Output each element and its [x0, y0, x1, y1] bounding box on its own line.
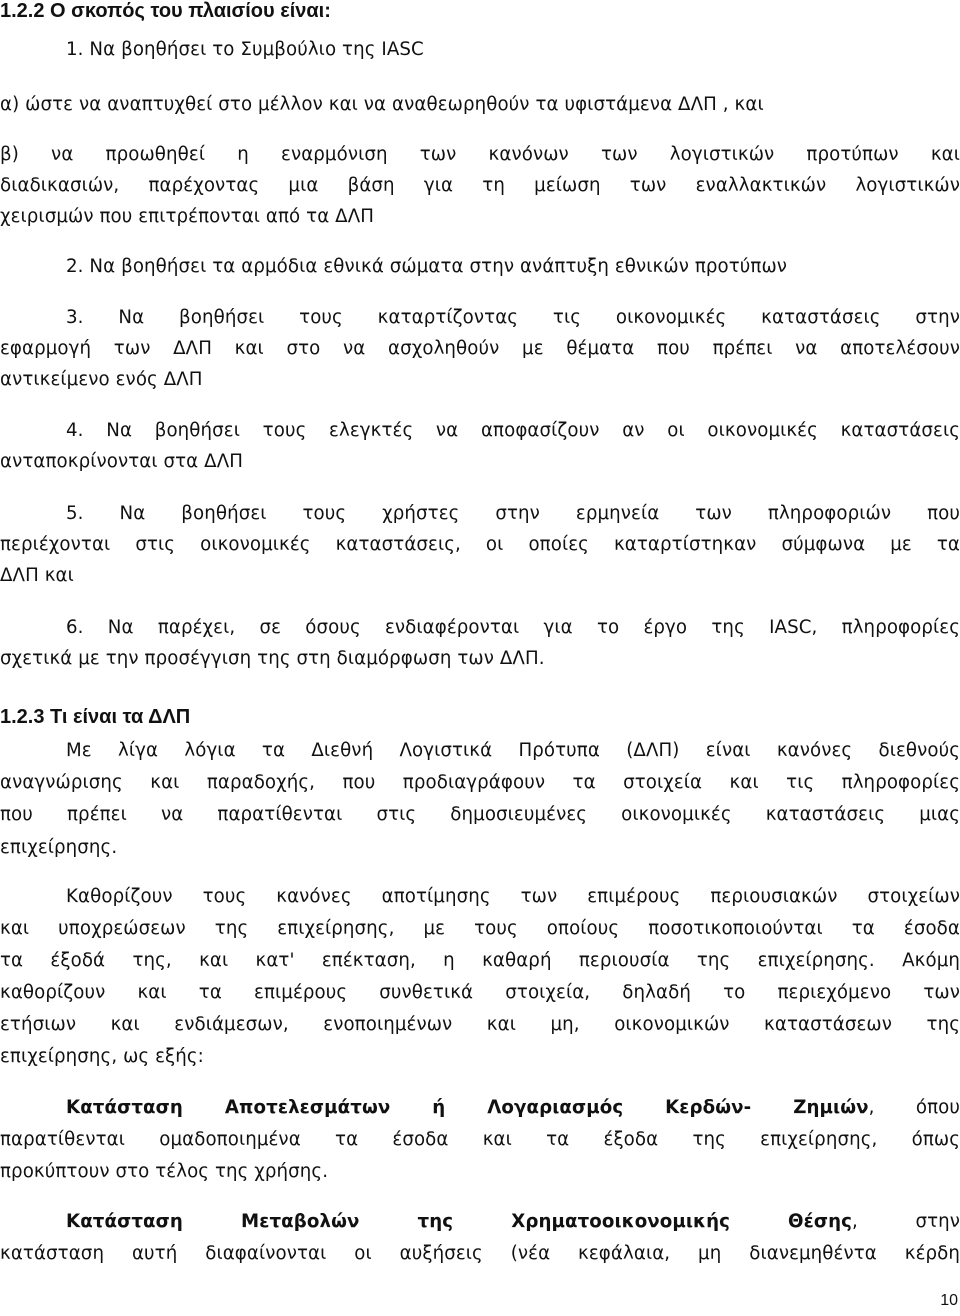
section-heading-1-2-3: 1.2.3 Τι είναι τα ΔΛΠ [0, 706, 191, 728]
paragraph-line: επιχείρησης, ως εξής: [0, 1046, 204, 1067]
purpose-item-1-a: α) ώστε να αναπτυχθεί στο μέλλον και να αναθεωρηθούν τα υφιστάμενα ΔΛΠ , και [0, 94, 764, 115]
paragraph-line: τα έξοδά της, και κατ' επέκταση, η καθαρή περιουσία της επιχείρησης. Ακόμη [0, 950, 960, 971]
paragraph-line: ετήσιων και ενδιάμεσων, ενοποιημένων και μη, οικονομικών καταστάσεων της [0, 1014, 960, 1035]
paragraph-line: κατάσταση αυτή διαφαίνονται οι αυξήσεις (νέα κεφάλαια, μη διανεμηθέντα κέρδη [0, 1243, 960, 1264]
purpose-item-3-line: εφαρμογή των ΔΛΠ και στο να ασχοληθούν με θέματα που πρέπει να αποτελέσουν [0, 338, 960, 359]
paragraph-line: παρατίθενται ομαδοποιημένα τα έσοδα και τα έξοδα της επιχείρησης, όπως [0, 1129, 960, 1150]
paragraph-line: Καθορίζουν τους κανόνες αποτίμησης των επιμέρους περιουσιακών στοιχείων [66, 886, 960, 907]
purpose-item-6-line: σχετικά με την προσέγγιση της στη διαμόρφωση των ΔΛΠ. [0, 648, 545, 669]
purpose-item-4-line: ανταποκρίνονται στα ΔΛΠ [0, 451, 244, 472]
financial-position-definition: Κατάσταση Μεταβολών της Χρηματοοικονομικής Θέσης, στην [66, 1211, 960, 1232]
section-heading-1-2-2: 1.2.2 Ο σκοπός του πλαισίου είναι: [0, 0, 331, 22]
paragraph-line: και υποχρεώσεων της επιχείρησης, με τους οποίους ποσοτικοποιούνται τα έσοδα [0, 918, 960, 939]
purpose-item-1-b-line: β) να προωθηθεί η εναρμόνιση των κανόνων των λογιστικών προτύπων και [0, 144, 960, 165]
purpose-item-1-intro: 1. Να βοηθήσει το Συμβούλιο της IASC [66, 39, 424, 60]
paragraph-line: αναγνώρισης και παραδοχής, που προδιαγράφουν τα στοιχεία και τις πληροφορίες [0, 772, 960, 793]
purpose-item-4-line: 4. Να βοηθήσει τους ελεγκτές να αποφασίζουν αν οι οικονομικές καταστάσεις [66, 420, 960, 441]
financial-position-term: Κατάσταση Μεταβολών της Χρηματοοικονομικής Θέσης [66, 1211, 853, 1232]
paragraph-line: Με λίγα λόγια τα Διεθνή Λογιστικά Πρότυπα (ΔΛΠ) είναι κανόνες διεθνούς [66, 740, 960, 761]
purpose-item-1-b-line: χειρισμών που επιτρέπονται από τα ΔΛΠ [0, 206, 375, 227]
purpose-item-3-line: 3. Να βοηθήσει τους καταρτίζοντας τις οικονομικές καταστάσεις στην [66, 307, 960, 328]
purpose-item-5-line: ΔΛΠ και [0, 565, 74, 586]
purpose-item-6-line: 6. Να παρέχει, σε όσους ενδιαφέρονται για το έργο της IASC, πληροφορίες [66, 617, 960, 638]
paragraph-line: επιχείρησης. [0, 837, 118, 858]
purpose-item-2: 2. Να βοηθήσει τα αρμόδια εθνικά σώματα στην ανάπτυξη εθνικών προτύπων [66, 256, 788, 277]
purpose-item-5-line: περιέχονται στις οικονομικές καταστάσεις, οι οποίες καταρτίστηκαν σύμφωνα με τα [0, 534, 960, 555]
income-statement-definition: Κατάσταση Αποτελεσμάτων ή Λογαριασμός Κερδών- Ζημιών, όπου [66, 1097, 960, 1118]
paragraph-line: προκύπτουν στο τέλος της χρήσης. [0, 1161, 329, 1182]
paragraph-line: καθορίζουν και τα επιμέρους συνθετικά στοιχεία, δηλαδή το περιεχόμενο των [0, 982, 960, 1003]
purpose-item-1-b-line: διαδικασιών, παρέχοντας μια βάση για τη μείωση των εναλλακτικών λογιστικών [0, 175, 960, 196]
page-number: 10 [940, 1292, 958, 1309]
purpose-item-3-line: αντικείμενο ενός ΔΛΠ [0, 369, 203, 390]
purpose-item-5-line: 5. Να βοηθήσει τους χρήστες στην ερμηνεία των πληροφοριών που [66, 503, 960, 524]
paragraph-line: που πρέπει να παρατίθενται στις δημοσιευμένες οικονομικές καταστάσεις μιας [0, 804, 960, 825]
income-statement-term: Κατάσταση Αποτελεσμάτων ή Λογαριασμός Κερδών- Ζημιών [66, 1097, 869, 1118]
